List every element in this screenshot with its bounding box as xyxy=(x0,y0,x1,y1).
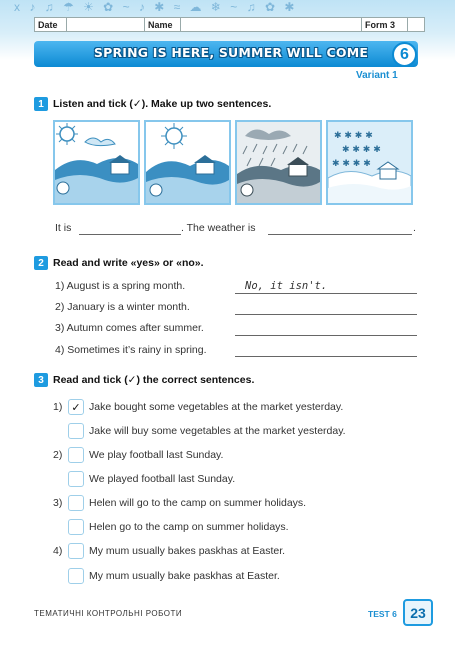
task2-item: 4) Sometimes it’s rainy in spring. xyxy=(55,344,207,356)
group-label: 3) xyxy=(53,497,63,509)
sentence-option: My mum usually bakes paskhas at Easter. xyxy=(89,545,286,557)
sentence-option: Jake bought some vegetables at the market yesterday. xyxy=(89,401,344,413)
tick-box[interactable] xyxy=(68,543,84,559)
tick-box[interactable] xyxy=(68,495,84,511)
answer-line-4[interactable] xyxy=(235,356,417,357)
weather-blank[interactable] xyxy=(268,234,412,235)
tick-box[interactable] xyxy=(68,519,84,535)
weather-pictures xyxy=(53,120,413,205)
answer-line-3[interactable] xyxy=(235,335,417,336)
task2-item: 1) August is a spring month. xyxy=(55,280,186,292)
footer-book-title: ТЕМАТИЧНІ КОНТРОЛЬНІ РОБОТИ xyxy=(34,609,183,618)
answer-line-1[interactable] xyxy=(235,293,417,294)
season-blank[interactable] xyxy=(79,234,181,235)
student-info-row xyxy=(34,17,425,32)
group-label: 1) xyxy=(53,401,63,413)
svg-text:✱ ✱ ✱ ✱: ✱ ✱ ✱ ✱ xyxy=(342,145,381,155)
form-field[interactable] xyxy=(408,18,424,31)
page-number: 23 xyxy=(403,599,433,626)
sentence-option: We play football last Sunday. xyxy=(89,449,224,461)
name-field[interactable] xyxy=(181,18,362,31)
unit-number: 6 xyxy=(392,42,417,67)
tick-box[interactable] xyxy=(68,568,84,584)
group-label: 4) xyxy=(53,545,63,557)
sentence-start: It is xyxy=(55,222,72,234)
footer-test-label: TEST 6 xyxy=(368,609,397,619)
task1-instruction: Listen and tick (✓). Make up two sentences. xyxy=(53,98,272,110)
spring-sun-picture[interactable] xyxy=(53,120,140,205)
date-label: Date xyxy=(35,18,67,31)
sentence-option: My mum usually bake paskhas at Easter. xyxy=(89,570,280,582)
task2-instruction: Read and write «yes» or «no». xyxy=(53,257,204,269)
svg-text:✱ ✱ ✱ ✱: ✱ ✱ ✱ ✱ xyxy=(334,131,373,141)
task2-item: 3) Autumn comes after summer. xyxy=(55,322,204,334)
answer-line-2[interactable] xyxy=(235,314,417,315)
sentence-option: Helen go to the camp on summer holidays. xyxy=(89,521,289,533)
date-field[interactable] xyxy=(67,18,145,31)
task1-number: 1 xyxy=(34,97,48,111)
task3-instruction: Read and tick (✓) the correct sentences. xyxy=(53,374,255,386)
sentence-option: We played football last Sunday. xyxy=(89,473,236,485)
sentence-option: Jake will buy some vegetables at the market yesterday. xyxy=(89,425,346,437)
task2-number: 2 xyxy=(34,256,48,270)
page-title: SPRING IS HERE, SUMMER WILL COME xyxy=(93,45,369,60)
svg-text:✱ ✱ ✱ ✱: ✱ ✱ ✱ ✱ xyxy=(332,159,371,169)
example-answer: No, it isn't. xyxy=(245,280,328,292)
summer-sun-picture[interactable] xyxy=(144,120,231,205)
form-label: Form 3 xyxy=(362,18,408,31)
snowy-picture[interactable] xyxy=(326,120,413,205)
task3-number: 3 xyxy=(34,373,48,387)
tick-box[interactable] xyxy=(68,423,84,439)
rainy-picture[interactable] xyxy=(235,120,322,205)
header-decoration: x ♪ ♫ ☂ ☀ ✿ ~ ♪ ✱ ≈ ☁ ❄ ~ ♫ ✿ ✱ xyxy=(14,0,298,14)
variant-label: Variant 1 xyxy=(356,70,398,81)
name-label: Name xyxy=(145,18,181,31)
tick-box[interactable]: ✓ xyxy=(68,399,84,415)
group-label: 2) xyxy=(53,449,63,461)
task2-item: 2) January is a winter month. xyxy=(55,301,190,313)
sentence-end: . xyxy=(413,222,416,234)
tick-box[interactable] xyxy=(68,447,84,463)
sentence-option: Helen will go to the camp on summer holidays. xyxy=(89,497,307,509)
sentence-middle: . The weather is xyxy=(181,222,256,234)
tick-box[interactable] xyxy=(68,471,84,487)
